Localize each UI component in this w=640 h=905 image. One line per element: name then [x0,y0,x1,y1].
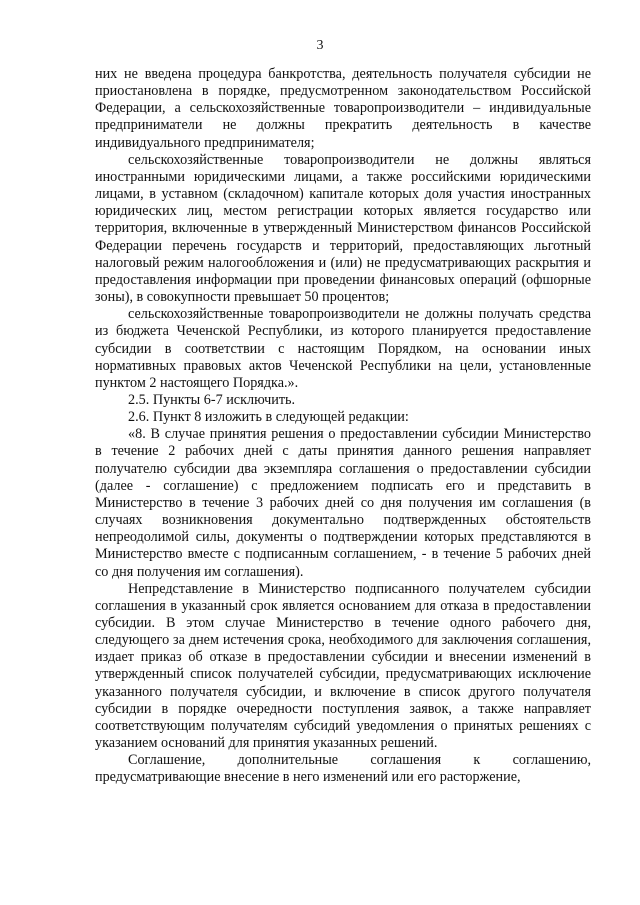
paragraph-clause-2-5: 2.5. Пункты 6-7 исключить. [128,391,296,408]
paragraph-item-8: «8. В случае принятия решения о предоставлении субсидии Министерство в течение 2 рабочих дней с даты принятия данного решения направляет получателю субсидии два экземпляра соглашения о предоставлении субсидии (далее - соглашение) с предложением подписать его и представить в Министерство в течение 3 рабочих дней со дня получения им соглашения (в случаях возникновения документально подтвержденных обстоятельств непреодолимой силы, документы о подтверждении которых представляются в Министерство вместе с подписанным соглашением, - в течение 5 рабочих дней со дня получения им соглашения). [95,426,591,580]
paragraph-agreement-continued: Соглашение, дополнительные соглашения к соглашению, предусматривающие внесение в него изменений или его расторжение, [95,752,591,786]
document-body [95,66,591,787]
paragraph-eligibility-foreign-entities: сельскохозяйственные товаропроизводители не должны являться иностранными юридическими лицами, а также российскими юридическими лицами, в уставном (складочном) капитале которых доля участия иностранных юридических лиц, местом регистрации которых является государство или территория, включенные в утвержденный Министерством финансов Российской Федерации перечень государств и территорий, предоставляющих льготный налоговый режим налогообложения и (или) не предусматривающих раскрытия и предоставления информации при проведении финансовых операций (офшорные зоны), в совокупности превышает 50 процентов; [95,151,591,306]
paragraph-eligibility-budget-funds: сельскохозяйственные товаропроизводители не должны получать средства из бюджета Чеченской Республики, из которого планируется предоставление субсидии в соответствии с настоящим Порядком, на основании иных нормативных правовых актов Чеченской Республики на цели, установленные пунктом 2 настоящего Порядка.». [95,306,591,391]
paragraph-clause-2-6: 2.6. Пункт 8 изложить в следующей редакции: [128,409,409,426]
page-number: 3 [316,38,324,53]
paragraph-eligibility-bankruptcy: них не введена процедура банкротства, деятельность получателя субсидии не приостановлена в порядке, предусмотренном законодательством Российской Федерации, а сельскохозяйственные товаропроизводители – индивидуальные предприниматели не должны прекратить деятельность в качестве индивидуального предпринимателя; [95,66,591,151]
paragraph-non-submission: Непредставление в Министерство подписанного получателем субсидии соглашения в указанный срок является основанием для отказа в предоставлении субсидии. В этом случае Министерство в течение одного рабочего дня, следующего за днем истечения срока, необходимого для заключения соглашения, издает приказ об отказе в предоставлении субсидии и внесении изменений в утвержденный список получателей субсидии, предусматривающих исключение указанного получателя субсидии, и включение в список другого получателя субсидии в порядке очередности поступления заявок, а также направляет соответствующим получателям субсидий уведомления о принятых решениях с указанием оснований для принятия указанных решений. [95,580,591,752]
